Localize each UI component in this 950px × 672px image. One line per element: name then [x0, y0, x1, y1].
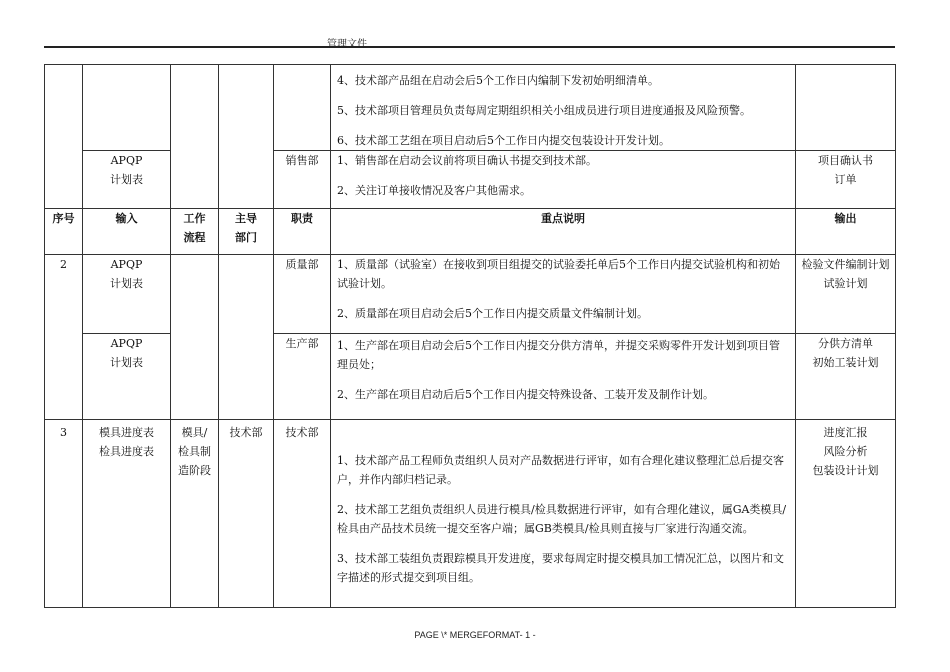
- quality-output-line-1: 检验文件编制计划: [801, 258, 890, 271]
- production-duty-cell: 生产部: [274, 334, 331, 420]
- section3-output-cell: [796, 420, 896, 608]
- production-output-cell: [796, 334, 896, 420]
- col-header-input: 输入: [83, 209, 171, 255]
- quality-output-cell: [796, 255, 896, 334]
- col-header-duty: 职责: [274, 209, 331, 255]
- col-header-lead-dept-line-1: 主导: [235, 212, 257, 225]
- section3-output-line-2: 风险分析: [823, 445, 868, 458]
- section3-workflow-line-1: 模具/: [181, 426, 208, 439]
- header-label: 管理文件: [327, 39, 367, 50]
- section3-workflow-cell: [171, 420, 219, 608]
- col-header-lead-dept-line-2: 部门: [235, 231, 257, 244]
- sales-output-line-2: 订单: [834, 173, 857, 186]
- quality-input-line-2: 计划表: [110, 277, 143, 290]
- header-rule: [44, 46, 895, 48]
- lead-dept-cell-2: [219, 255, 274, 420]
- section3-key-points-cell: [331, 420, 796, 608]
- section3-input-line-1: 模具进度表: [99, 426, 154, 439]
- sales-line-1: 1、销售部在启动会议前将项目确认书提交到技术部。: [337, 154, 597, 167]
- sales-key-points-cell: [331, 151, 796, 209]
- continued-tech-row: [45, 65, 896, 151]
- sales-line-2: 2、关注订单接收情况及客户其他需求。: [337, 184, 531, 197]
- seq-cell-2: 2: [45, 255, 83, 420]
- section3-workflow-line-3: 造阶段: [178, 464, 211, 477]
- section3-line-2: 2、技术部工艺组负责组织人员进行模具/检具数据进行评审，如有合理化建议，属GA类模具/检具由产品技术员统一提交至客户端；属GB类模具/检具则直接与厂家进行沟通交流。: [337, 503, 787, 535]
- quality-row: [45, 255, 896, 334]
- col-header-workflow-line-1: 工作: [183, 212, 206, 225]
- section3-output-line-1: 进度汇报: [823, 426, 868, 439]
- section3-workflow-line-2: 检具制: [178, 445, 211, 458]
- section3-line-1: 1、技术部产品工程师负责组织人员对产品数据进行评审，如有合理化建议整理汇总后提交客户，并作内部归档记录。: [337, 454, 784, 486]
- production-output-line-1: 分供方清单: [818, 337, 873, 350]
- tech-line-4: 4、技术部产品组在启动会后5个工作日内编制下发初始明细清单。: [337, 74, 659, 87]
- seq-cell-continued: [45, 65, 83, 209]
- quality-input-line-1: APQP: [110, 258, 143, 271]
- quality-line-1: 1、质量部（试验室）在接收到项目组提交的试验委托单后5个工作日内提交试验机构和初始试验计划。: [337, 258, 780, 290]
- col-header-output: 输出: [796, 209, 896, 255]
- responsibility-table: [44, 64, 896, 608]
- table-header-row: [45, 209, 896, 255]
- production-line-2: 2、生产部在项目启动后后5个工作日内提交特殊设备、工装开发及制作计划。: [337, 388, 714, 401]
- quality-input-cell: [83, 255, 171, 334]
- page-footer: PAGE \* MERGEFORMAT- 1 -: [414, 630, 536, 640]
- production-output-line-2: 初始工装计划: [812, 356, 879, 369]
- section3-duty-cell: 技术部: [274, 420, 331, 608]
- key-points-cell-continued: [331, 65, 796, 151]
- col-header-workflow: [171, 209, 219, 255]
- quality-key-points-cell: [331, 255, 796, 334]
- section3-line-3: 3、技术部工装组负责跟踪模具开发进度，要求每周定时提交模具加工情况汇总，以图片和文字描述的形式提交到项目组。: [337, 552, 784, 584]
- sales-output-cell: [796, 151, 896, 209]
- sales-duty-cell: 销售部: [274, 151, 331, 209]
- input-cell-continued: [83, 65, 171, 151]
- quality-output-line-2: 试验计划: [823, 277, 868, 290]
- workflow-cell-continued: [171, 65, 219, 209]
- section3-input-line-2: 检具进度表: [99, 445, 154, 458]
- seq-cell-3: 3: [45, 420, 83, 608]
- sales-output-line-1: 项目确认书: [818, 154, 873, 167]
- sales-input-cell: [83, 151, 171, 209]
- quality-line-2: 2、质量部在项目启动会后5个工作日内提交质量文件编制计划。: [337, 307, 648, 320]
- lead-dept-cell-continued: [219, 65, 274, 209]
- production-input-cell: [83, 334, 171, 420]
- col-header-seq: 序号: [45, 209, 83, 255]
- section3-input-cell: [83, 420, 171, 608]
- output-cell-continued: [796, 65, 896, 151]
- quality-duty-cell: 质量部: [274, 255, 331, 334]
- tech-line-5: 5、技术部项目管理员负责每周定期组织相关小组成员进行项目进度通报及风险预警。: [337, 104, 751, 117]
- sales-input-line-2: 计划表: [110, 173, 143, 186]
- col-header-workflow-line-2: 流程: [183, 231, 206, 244]
- section3-lead-dept-cell: 技术部: [219, 420, 274, 608]
- col-header-lead-dept: [219, 209, 274, 255]
- col-header-key-points: 重点说明: [331, 209, 796, 255]
- section3-output-line-3: 包装设计计划: [812, 464, 879, 477]
- production-key-points-cell: [331, 334, 796, 420]
- duty-cell-continued: [274, 65, 331, 151]
- workflow-cell-2: [171, 255, 219, 420]
- section3-row: [45, 420, 896, 608]
- sales-input-line-1: APQP: [110, 154, 143, 167]
- production-input-line-1: APQP: [110, 337, 143, 350]
- production-line-1: 1、生产部在项目启动会后5个工作日内提交分供方清单，并提交采购零件开发计划到项目管理员处；: [337, 339, 780, 371]
- production-input-line-2: 计划表: [110, 356, 143, 369]
- tech-line-6: 6、技术部工艺组在项目启动后5个工作日内提交包装设计开发计划。: [337, 134, 670, 147]
